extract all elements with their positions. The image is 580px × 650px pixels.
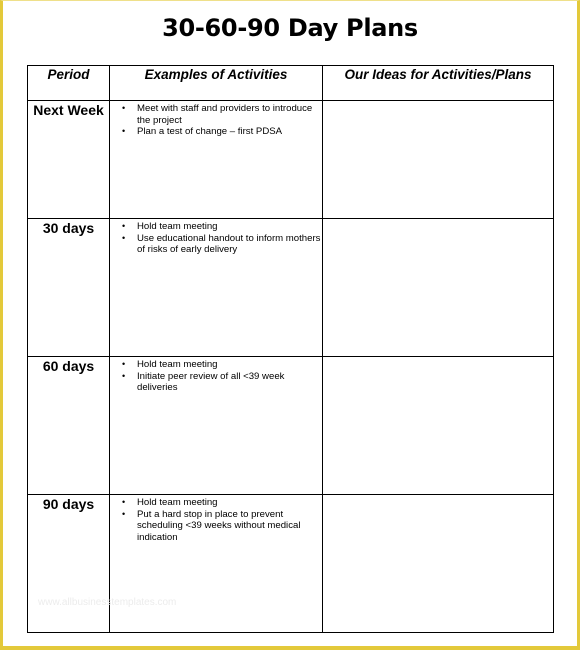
header-ideas: Our Ideas for Activities/Plans: [323, 66, 554, 101]
bullet-icon: •: [122, 497, 126, 507]
page-title: 30-60-90 Day Plans: [162, 14, 418, 42]
list-item: [122, 508, 322, 544]
activity-text: Hold team meeting: [137, 221, 218, 232]
period-cell: [28, 101, 110, 219]
list-item: [122, 103, 322, 126]
ideas-cell[interactable]: [323, 219, 554, 357]
activities-cell: [110, 357, 323, 495]
table-row: [28, 101, 554, 219]
header-row: [28, 66, 554, 101]
activities-list: [110, 101, 322, 138]
header-period: Period: [28, 66, 110, 101]
table-row: [28, 219, 554, 357]
table-row: [28, 357, 554, 495]
ideas-cell[interactable]: [323, 101, 554, 219]
activity-text: Initiate peer review of all <39 week deliveries: [137, 370, 285, 393]
period-label: 90 days: [42, 496, 95, 512]
period-cell: [28, 219, 110, 357]
activity-text: Hold team meeting: [137, 359, 218, 370]
activity-text: Use educational handout to inform mothers of risks of early delivery: [137, 232, 321, 255]
list-item: [122, 497, 322, 509]
activities-list: [110, 219, 322, 256]
period-label: 60 days: [42, 358, 95, 374]
bullet-icon: •: [122, 508, 126, 519]
activities-list: [110, 357, 322, 394]
bullet-icon: •: [122, 232, 126, 243]
plan-table: [27, 65, 554, 633]
table-row: [28, 495, 554, 633]
activity-text: Put a hard stop in place to prevent scheduling <39 weeks without medical indication: [137, 508, 301, 543]
activities-cell: [110, 101, 323, 219]
period-cell: [28, 495, 110, 633]
bullet-icon: •: [122, 221, 126, 231]
bullet-icon: •: [122, 359, 126, 369]
period-label: Next Week: [33, 102, 104, 118]
ideas-cell[interactable]: [323, 495, 554, 633]
activities-cell: [110, 219, 323, 357]
activity-text: Meet with staff and providers to introduce the project: [137, 103, 313, 126]
bullet-icon: •: [122, 126, 126, 136]
activities-cell: [110, 495, 323, 633]
list-item: [122, 370, 322, 394]
period-cell: [28, 357, 110, 495]
list-item: [122, 232, 322, 256]
watermark: www.allbusinesstemplates.com: [38, 597, 177, 608]
period-label: 30 days: [42, 220, 95, 236]
list-item: [122, 359, 322, 371]
list-item: [122, 221, 322, 233]
header-examples: Examples of Activities: [110, 66, 323, 101]
ideas-cell[interactable]: [323, 357, 554, 495]
bullet-icon: •: [122, 370, 126, 381]
activity-text: Plan a test of change – first PDSA: [137, 126, 283, 137]
activity-text: Hold team meeting: [137, 497, 218, 508]
activities-list: [110, 495, 322, 543]
bullet-icon: •: [122, 103, 126, 113]
list-item: [122, 126, 322, 138]
